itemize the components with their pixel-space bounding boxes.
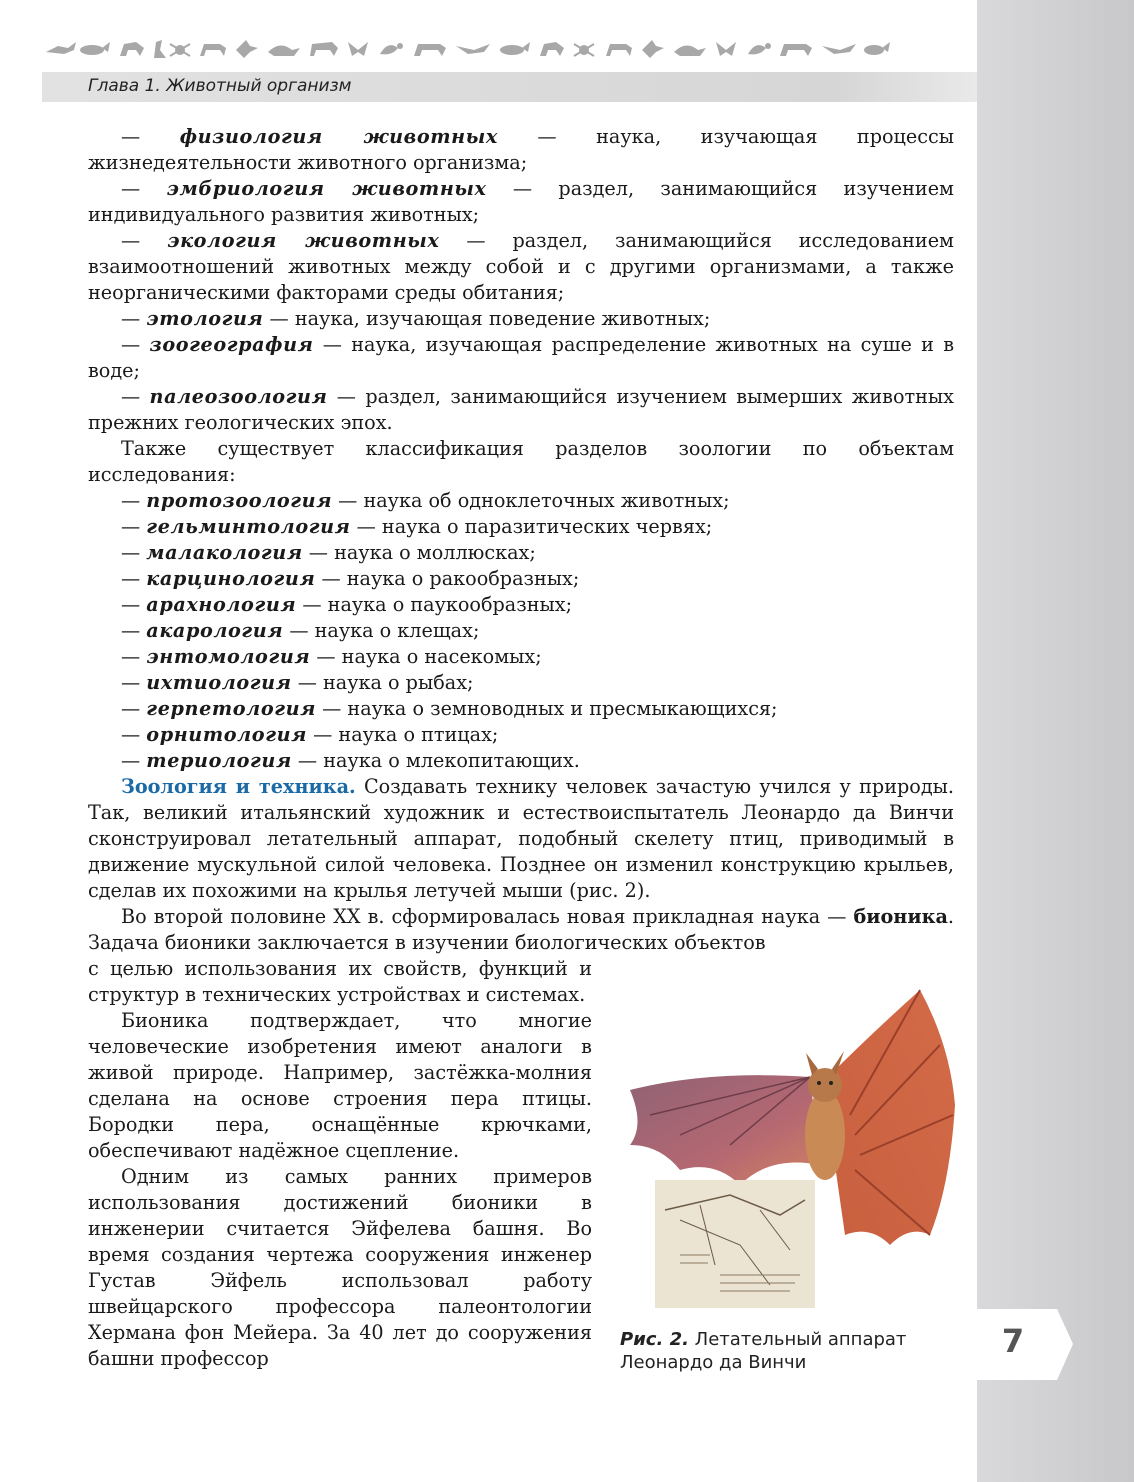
list-item: — малакология — наука о моллюсках; — [121, 541, 536, 564]
main-text — [88, 124, 954, 956]
paragraph: — физиология животных — наука, изучающая процессы жизнедеятельности животного организма; — [88, 125, 954, 174]
term: зоогеография — [149, 333, 314, 356]
term: физиология животных — [179, 125, 498, 148]
paragraph: — эмбриология животных — раздел, занимающийся изучением индивидуального развития животных; — [88, 177, 954, 226]
term: эмбриология животных — [166, 177, 487, 200]
list-item: — арахнология — наука о паукообразных; — [121, 593, 573, 616]
paragraph: — экология животных — раздел, занимающийся исследованием взаимоотношений животных между собой и с другими организмами, а также неорганическими факторами среды обитания; — [88, 229, 954, 304]
list-item: — орнитология — наука о птицах; — [121, 723, 499, 746]
figure-caption — [620, 1328, 950, 1374]
bat-illustration — [620, 985, 960, 1320]
list-item: — ихтиология — наука о рыбах; — [121, 671, 474, 694]
paragraph: — палеозоология — раздел, занимающийся изучением вымерших животных прежних геологических эпох. — [88, 385, 954, 434]
paragraph: Во второй половине XX в. сформировалась новая прикладная наука — бионика. Задача бионики заключается в изучении биологических объектов — [88, 905, 954, 954]
paragraph: с целью использования их свойств, функций и структур в технических устройствах и системах. — [88, 957, 592, 1006]
paragraph: — этология — наука, изучающая поведение животных; — [121, 307, 711, 330]
page-number: 7 — [1001, 1322, 1025, 1360]
figure-label: Рис. 2. — [620, 1329, 689, 1350]
list-item: — гельминтология — наука о паразитических червях; — [121, 515, 713, 538]
page-edge-strip — [977, 0, 1134, 1482]
list-item: — териология — наука о млекопитающих. — [121, 749, 580, 772]
list-item: — энтомология — наука о насекомых; — [121, 645, 542, 668]
figure-caption-text: Летательный аппарат Леонардо да Винчи — [620, 1329, 907, 1373]
term: экология животных — [167, 229, 440, 252]
chapter-title: Глава 1. Животный организм — [88, 76, 352, 96]
paragraph: Также существует классификация разделов зоологии по объектам исследования: — [88, 437, 954, 486]
paragraph: Зоология и техника. Создавать технику человек зачастую учился у природы. Так, великий итальянский художник и естествоиспытатель Леонардо да Винчи сконструировал летательный аппарат, подобный скелету птиц, приводимый в движение мускульной силой человека. Позднее он изменил конструкцию крыльев, сделав их похожими на крылья летучей мыши (рис. 2). — [88, 775, 954, 902]
list-item: — герпетология — наука о земноводных и пресмыкающихся; — [121, 697, 778, 720]
list-item: — акарология — наука о клещах; — [121, 619, 480, 642]
section-heading: Зоология и техника. — [121, 775, 356, 798]
paragraph: Бионика подтверждает, что многие человеческие изобретения имеют аналоги в живой природе. Например, застёжка-молния сделана на основе строения пера птицы. Бородки пера, оснащённые крючками, обеспечивают надёжное сцепление. — [88, 1009, 592, 1162]
paragraph: Одним из самых ранних примеров использования достижений бионики в инженерии считается Эйфелева башня. Во время создания чертежа сооружения инженер Густав Эйфель использовал работу швейцарского профессора палеонтологии Хермана фон Мейера. За 40 лет до сооружения башни профессор — [88, 1165, 592, 1370]
term: этология — [146, 307, 264, 330]
paragraph: — зоогеография — наука, изучающая распределение животных на суше и в воде; — [88, 333, 954, 382]
term-bionics: бионика — [853, 905, 948, 928]
animal-silhouettes-row — [44, 36, 904, 62]
list-item: — карцинология — наука о ракообразных; — [121, 567, 580, 590]
left-column-text — [88, 956, 592, 1372]
term: палеозоология — [149, 385, 328, 408]
list-item: — протозоология — наука об одноклеточных животных; — [121, 489, 730, 512]
